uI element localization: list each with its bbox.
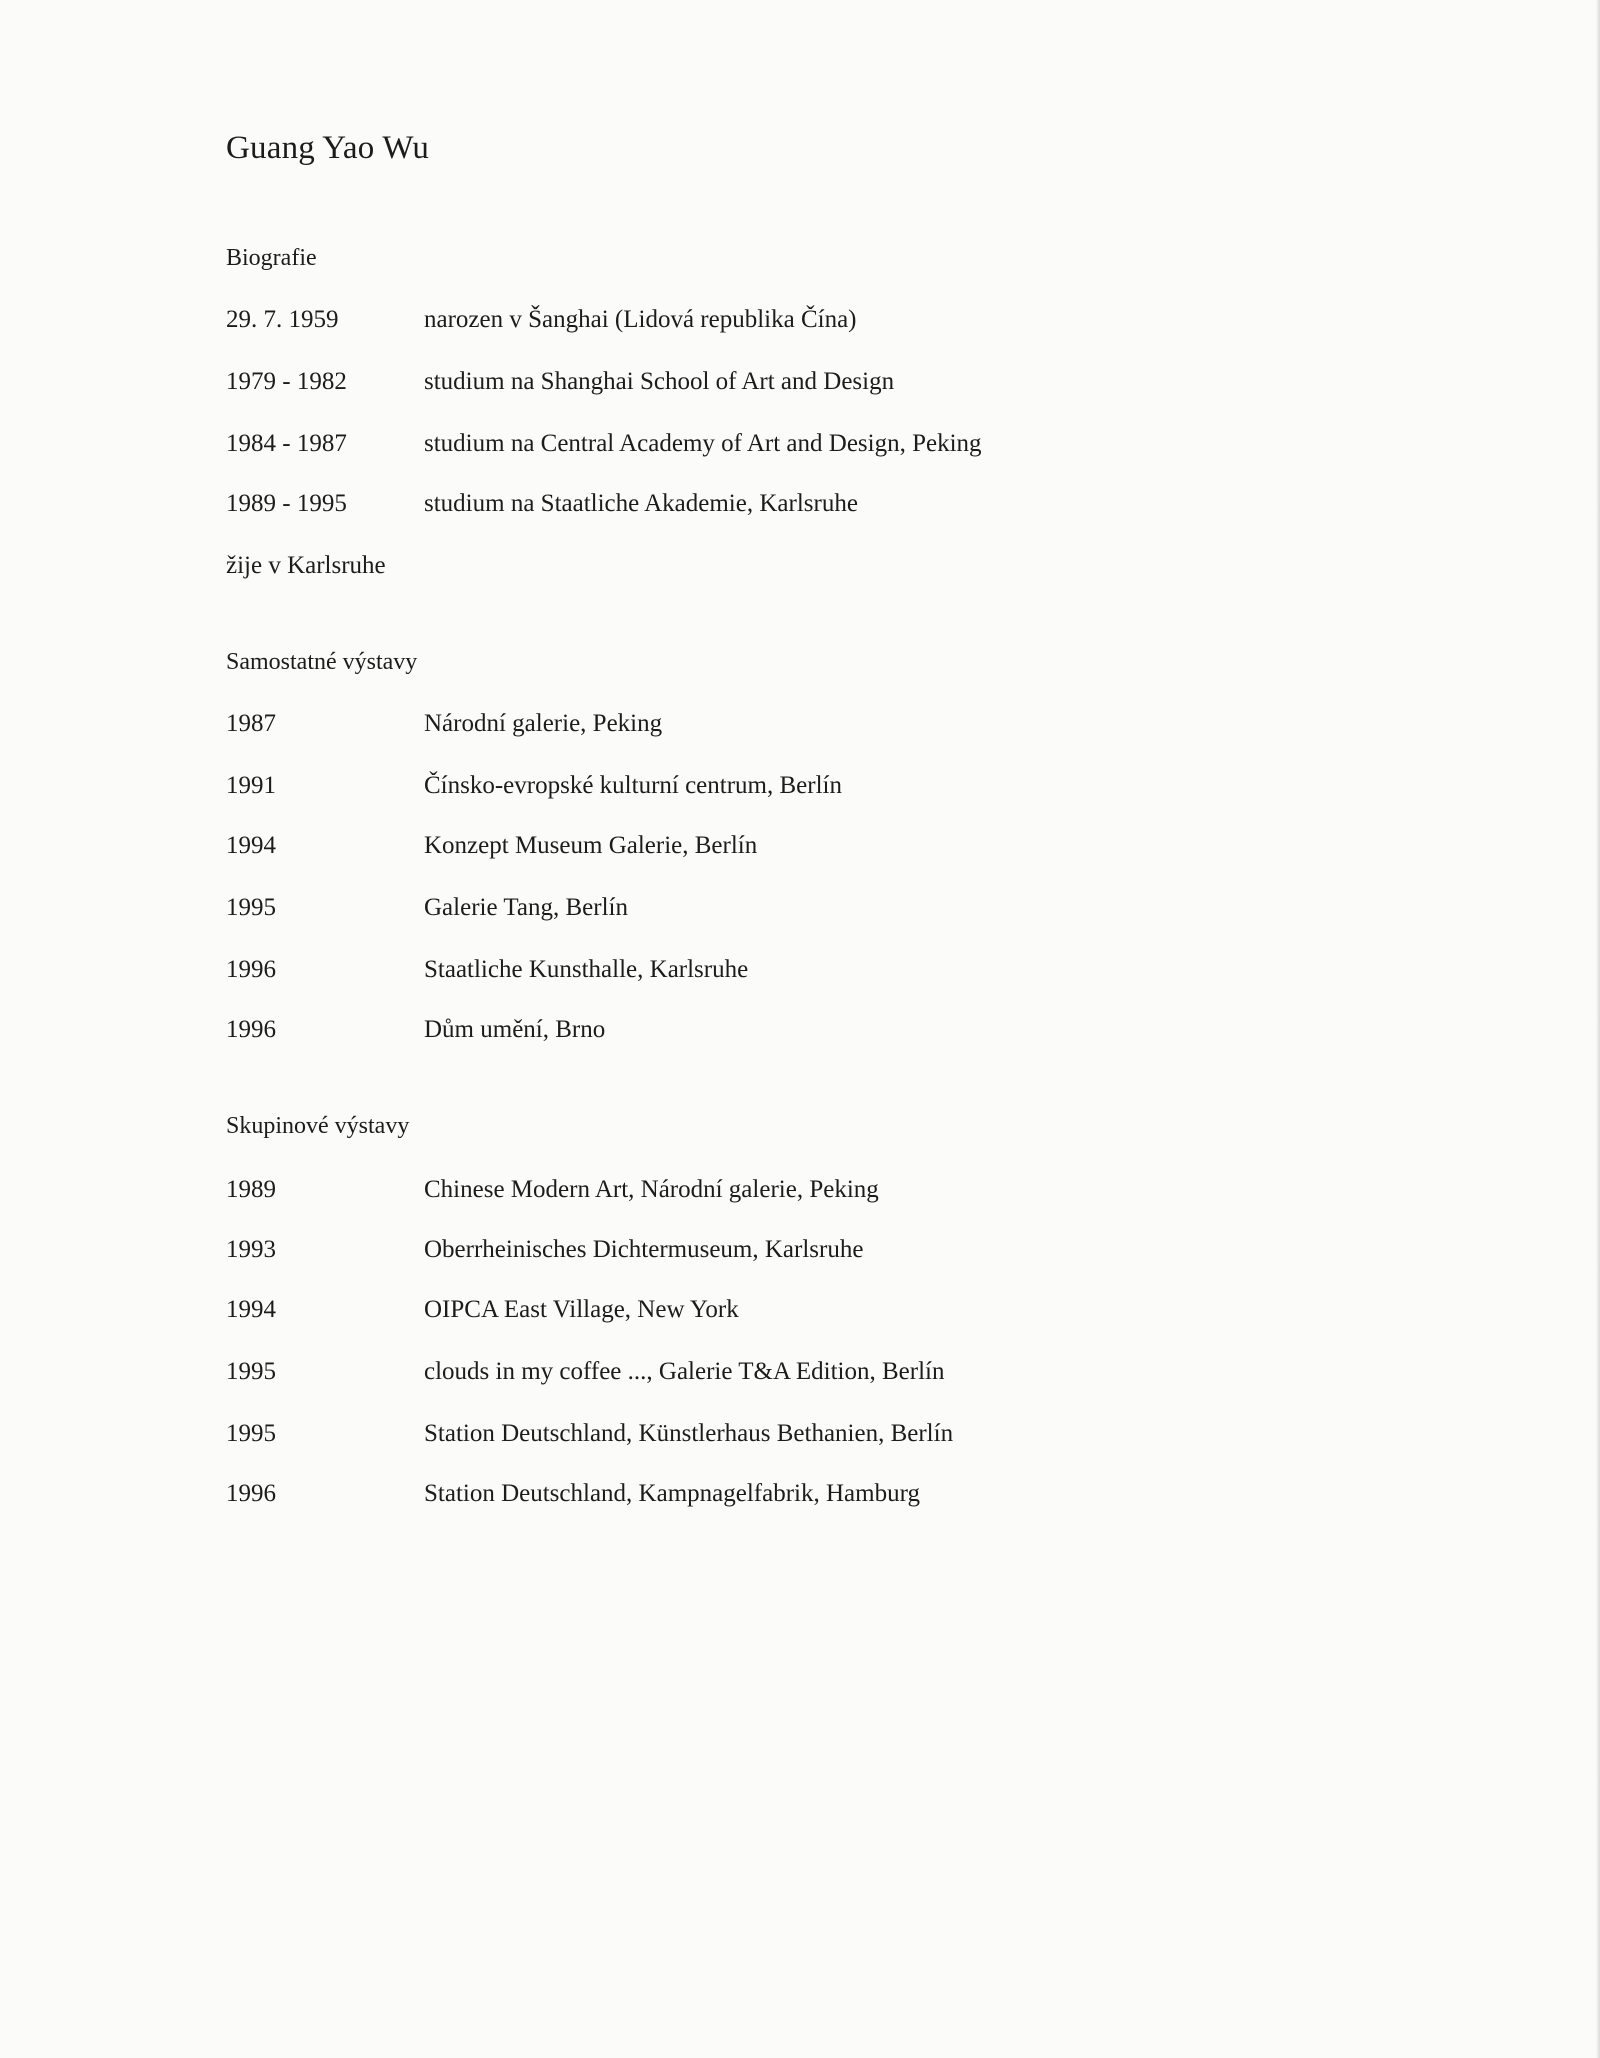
exhibition-year: 1996 (226, 1480, 276, 1507)
exhibition-year: 1991 (226, 772, 276, 799)
page-edge (1596, 0, 1600, 2058)
exhibition-venue: Konzept Museum Galerie, Berlín (424, 832, 758, 859)
biography-text: studium na Central Academy of Art and Design, Peking (424, 430, 982, 457)
exhibition-year: 1994 (226, 1296, 276, 1323)
exhibition-venue: Čínsko-evropské kulturní centrum, Berlín (424, 772, 842, 799)
solo-exhibitions-heading: Samostatné výstavy (226, 649, 418, 675)
exhibition-year: 1989 (226, 1176, 276, 1203)
exhibition-year: 1996 (226, 956, 276, 983)
exhibition-venue: Národní galerie, Peking (424, 710, 663, 737)
biography-heading: Biografie (226, 245, 317, 271)
biography-date: 1984 - 1987 (226, 430, 347, 457)
exhibition-venue: Dům umění, Brno (424, 1016, 606, 1043)
biography-date: 1979 - 1982 (226, 368, 347, 395)
exhibition-venue: Galerie Tang, Berlín (424, 894, 628, 921)
exhibition-venue: Station Deutschland, Kampnagelfabrik, Hamburg (424, 1480, 920, 1507)
exhibition-year: 1995 (226, 1420, 276, 1447)
exhibition-venue: Oberrheinisches Dichtermuseum, Karlsruhe (424, 1236, 864, 1263)
exhibition-venue: Chinese Modern Art, Národní galerie, Peking (424, 1176, 879, 1203)
biography-text: narozen v Šanghai (Lidová republika Čína) (424, 306, 857, 333)
exhibition-venue: clouds in my coffee ..., Galerie T&A Edition, Berlín (424, 1358, 945, 1385)
biography-date: 1989 - 1995 (226, 490, 347, 517)
exhibition-venue: Staatliche Kunsthalle, Karlsruhe (424, 956, 749, 983)
exhibition-venue: OIPCA East Village, New York (424, 1296, 739, 1323)
exhibition-year: 1996 (226, 1016, 276, 1043)
exhibition-year: 1987 (226, 710, 276, 737)
exhibition-venue: Station Deutschland, Künstlerhaus Bethanien, Berlín (424, 1420, 954, 1447)
residence-note: žije v Karlsruhe (226, 552, 386, 579)
biography-text: studium na Shanghai School of Art and Design (424, 368, 895, 395)
artist-name: Guang Yao Wu (226, 130, 430, 166)
exhibition-year: 1995 (226, 894, 276, 921)
exhibition-year: 1994 (226, 832, 276, 859)
exhibition-year: 1995 (226, 1358, 276, 1385)
group-exhibitions-heading: Skupinové výstavy (226, 1113, 410, 1139)
biography-date: 29. 7. 1959 (226, 306, 339, 333)
biography-text: studium na Staatliche Akademie, Karlsruhe (424, 490, 858, 517)
exhibition-year: 1993 (226, 1236, 276, 1263)
